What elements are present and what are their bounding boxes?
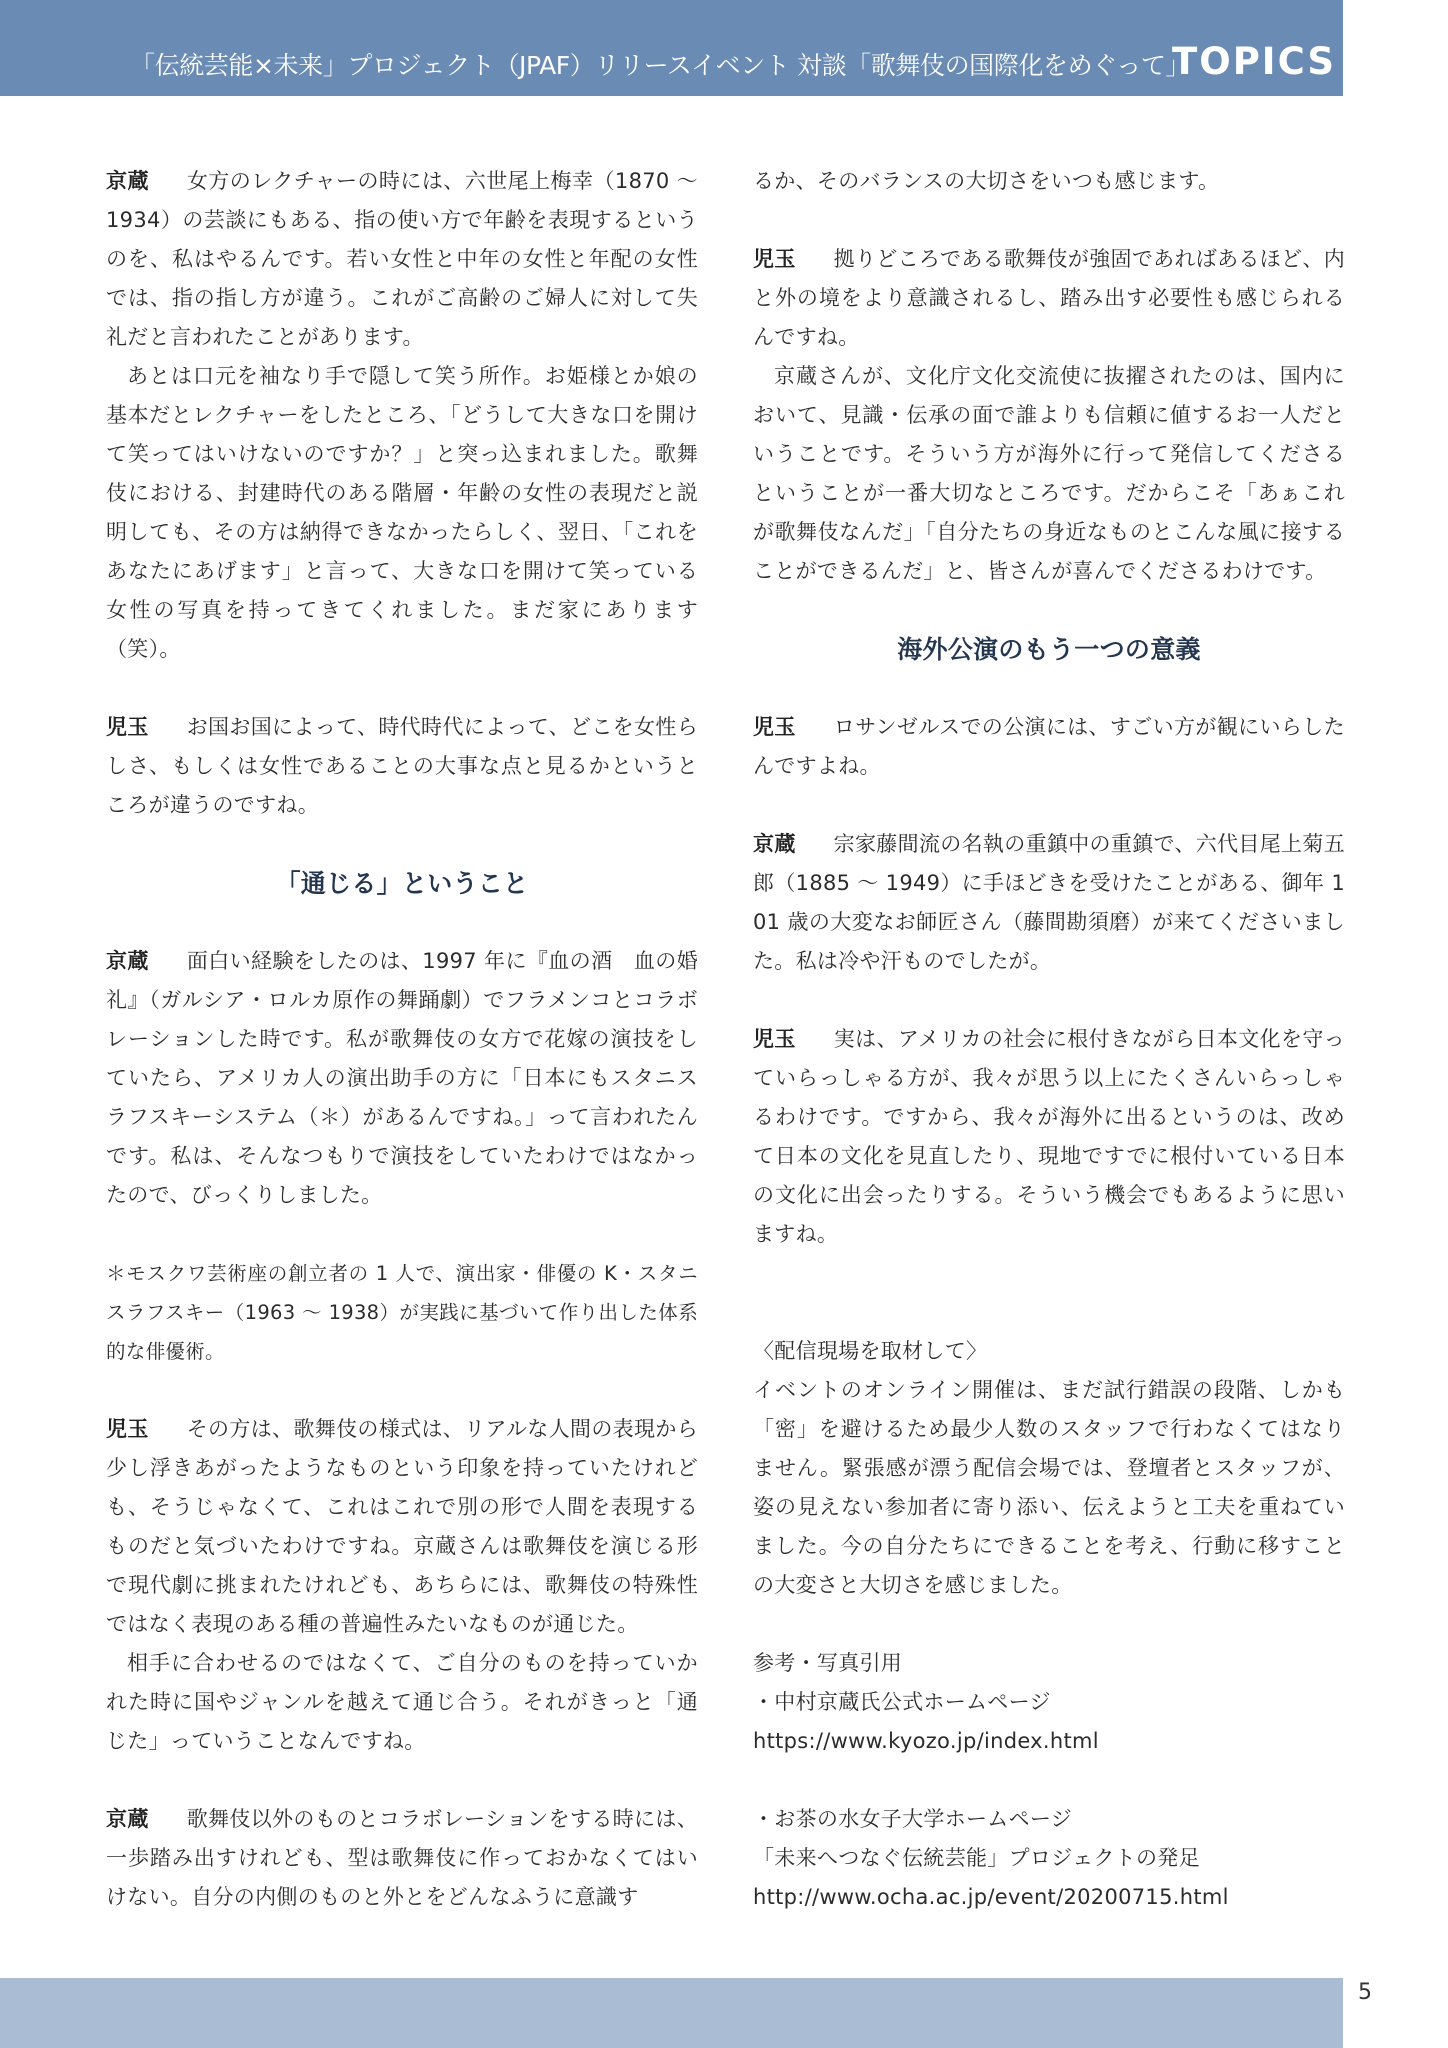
paragraph: [106, 708, 698, 825]
section-heading: 「通じる」ということ: [275, 869, 529, 898]
paragraph: 相手に合わせるのではなくて、ご自分のものを持っていかれた時に国やジャンルを越えて通じ合う。それがきっと「通じた」っていうことなんですね。: [106, 1651, 698, 1753]
speaker-label: 児玉: [753, 715, 796, 739]
reference-link[interactable]: https://www.kyozo.jp/index.html: [753, 1729, 1099, 1753]
paragraph: [753, 240, 1345, 357]
paragraph: [106, 942, 698, 1215]
speaker-label: 京蔵: [106, 169, 149, 193]
section-heading: 海外公演のもう一つの意義: [897, 635, 1201, 664]
paragraph-text: その方は、歌舞伎の様式は、リアルな人間の表現から少し浮きあがったようなものという印象を持っていたけれども、そうじゃなくて、これはこれで別の形で人間を表現するものだと気づいたわけですね。京蔵さんは歌舞伎を演じる形で現代劇に挑まれたけれども、あちらには、歌舞伎の特殊性ではなく表現のある種の普遍性みたいなものが通じた。: [106, 1417, 698, 1636]
paragraph-text: お国お国によって、時代時代によって、どこを女性らしさ、もしくは女性であることの大事な点と見るかというところが違うのですね。: [106, 715, 698, 817]
speaker-label: 児玉: [753, 247, 796, 271]
speaker-label: 京蔵: [753, 832, 796, 856]
paragraph: [753, 708, 1345, 786]
speaker-label: 京蔵: [106, 949, 149, 973]
paragraph-text: 実は、アメリカの社会に根付きながら日本文化を守っていらっしゃる方が、我々が思う以上にたくさんいらっしゃるわけです。ですから、我々が海外に出るというのは、改めて日本の文化を見直したり、現地ですでに根付いている日本の文化に出会ったりする。そういう機会でもあるように思いますね。: [753, 1027, 1345, 1246]
report-heading: 〈配信現場を取材して〉: [753, 1339, 988, 1363]
reference-title: 「未来へつなぐ伝統芸能」プロジェクトの発足: [753, 1846, 1200, 1870]
paragraph: 京蔵さんが、文化庁文化交流使に抜擢されたのは、国内において、見識・伝承の面で誰よりも信頼に値するお一人だということです。そういう方が海外に行って発信してくださるということが一番大切なところです。だからこそ「あぁこれが歌舞伎なんだ」「自分たちの身近なものとこんな風に接することができるんだ」と、皆さんが喜んでくださるわけです。: [753, 364, 1345, 583]
paragraph: [106, 1800, 698, 1917]
paragraph-text: ロサンゼルスでの公演には、すごい方が観にいらしたんですよね。: [753, 715, 1345, 778]
paragraph: [106, 1410, 698, 1644]
speaker-label: 児玉: [106, 715, 149, 739]
reference-label: ・中村京蔵氏公式ホームページ: [753, 1690, 1051, 1714]
reference-link[interactable]: http://www.ocha.ac.jp/event/20200715.html: [753, 1885, 1229, 1909]
paragraph: [753, 825, 1345, 981]
paragraph-text: 拠りどころである歌舞伎が強固であればあるほど、内と外の境をより意識されるし、踏み出す必要性も感じられるんですね。: [753, 247, 1345, 349]
page-footer: [0, 1978, 1343, 2048]
page-header: [0, 0, 1343, 96]
header-title: 「伝統芸能×未来」プロジェクト（JPAF）リリースイベント 対談「歌舞伎の国際化をめぐって」: [130, 51, 1191, 80]
speaker-label: 京蔵: [106, 1807, 149, 1831]
paragraph: るか、そのバランスの大切さをいつも感じます。: [753, 169, 1220, 193]
paragraph-text: 宗家藤間流の名執の重鎮中の重鎮で、六代目尾上菊五郎（1885 ～ 1949）に手ほどきを受けたことがある、御年 101 歳の大変なお師匠さん（藤間勘須磨）が来てくださいました。私は冷や汗ものでしたが。: [753, 832, 1345, 973]
section-label: TOPICS: [1172, 40, 1337, 83]
paragraph-text: 女方のレクチャーの時には、六世尾上梅幸（1870 ～ 1934）の芸談にもある、指の使い方で年齢を表現するというのを、私はやるんです。若い女性と中年の女性と年配の女性では、指の指し方が違う。これがご高齢のご婦人に対して失礼だと言われたことがあります。: [106, 169, 698, 349]
report-text: イベントのオンライン開催は、まだ試行錯誤の段階、しかも「密」を避けるため最少人数のスタッフで行わなくてはなりません。緊張感が漂う配信会場では、登壇者とスタッフが、姿の見えない参加者に寄り添い、伝えようと工夫を重ねていました。今の自分たちにできることを考え、行動に移すことの大変さと大切さを感じました。: [753, 1378, 1345, 1597]
spacer: [753, 1254, 1345, 1332]
spacer: [753, 1761, 1345, 1800]
paragraph-text: 歌舞伎以外のものとコラボレーションをする時には、一歩踏み出すけれども、型は歌舞伎に作っておかなくてはいけない。自分の内側のものと外とをどんなふうに意識す: [106, 1807, 698, 1909]
paragraph-text: 面白い経験をしたのは、1997 年に『血の酒 血の婚礼』（ガルシア・ロルカ原作の舞踊劇）でフラメンコとコラボレーションした時です。私が歌舞伎の女方で花嫁の演技をしていたら、アメリカ人の演出助手の方に「日本にもスタニスラフスキーシステム（＊）があるんですね。」って言われたんです。私は、そんなつもりで演技をしていたわけではなかったので、びっくりしました。: [106, 949, 698, 1207]
footnote: ＊モスクワ芸術座の創立者の 1 人で、演出家・俳優の K・スタニスラフスキー（1963 ～ 1938）が実践に基づいて作り出した体系的な俳優術。: [106, 1262, 698, 1363]
paragraph: あとは口元を袖なり手で隠して笑う所作。お姫様とか娘の基本だとレクチャーをしたところ、「どうして大きな口を開けて笑ってはいけないのですか？」と突っ込まれました。歌舞伎における、封建時代のある階層・年齢の女性の表現だと説明しても、その方は納得できなかったらしく、翌日、「これをあなたにあげます」と言って、大きな口を開けて笑っている女性の写真を持ってきてくれました。まだ家にあります（笑）。: [106, 364, 698, 661]
page-number: 5: [1358, 1980, 1372, 2005]
speaker-label: 児玉: [753, 1027, 796, 1051]
left-column: [106, 162, 698, 1917]
reference-heading: 参考・写真引用: [753, 1651, 903, 1675]
paragraph: [753, 1020, 1345, 1254]
reference-label: ・お茶の水女子大学ホームページ: [753, 1807, 1073, 1831]
speaker-label: 児玉: [106, 1417, 149, 1441]
paragraph: [106, 162, 698, 357]
right-column: [753, 162, 1345, 1917]
